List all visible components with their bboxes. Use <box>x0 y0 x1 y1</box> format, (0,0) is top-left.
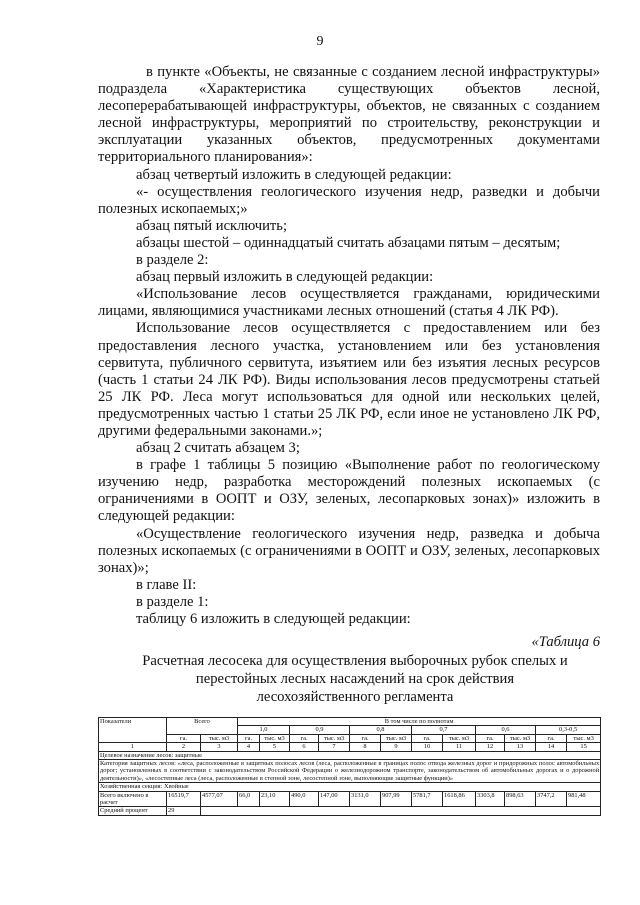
unit-thous-m3: тыс. м3 <box>505 734 536 742</box>
unit-thous-m3: тыс. м3 <box>567 734 601 742</box>
unit-ha: га. <box>412 734 443 742</box>
unit-ha: га. <box>238 734 260 742</box>
unit-ha: га. <box>290 734 319 742</box>
total-value: 3303,8 <box>476 791 505 807</box>
total-value: 981,48 <box>567 791 601 807</box>
unit-ha: га. <box>350 734 381 742</box>
purpose-row: Целевое назначение лесов: защитные <box>99 751 601 759</box>
unit-thous-m3: тыс. м3 <box>381 734 412 742</box>
column-number: 3 <box>201 743 238 751</box>
unit-thous-m3: тыс. м3 <box>201 734 238 742</box>
column-number: 11 <box>443 743 476 751</box>
unit-thous-m3: тыс. м3 <box>260 734 290 742</box>
unit-ha: га. <box>167 734 201 742</box>
density-header: 0,7 <box>412 726 476 734</box>
table-title: Расчетная лесосека для осуществления выборочных рубок спелых и перестойных лесных насаждений на срок действия лесохозяйственного регламента <box>142 653 568 705</box>
header-total: Всего <box>167 718 238 735</box>
table-label: «Таблица 6 <box>531 634 600 650</box>
avg-row-empty <box>201 807 601 815</box>
total-value: 4577,07 <box>201 791 238 807</box>
column-number: 6 <box>290 743 319 751</box>
paragraph: абзац первый изложить в следующей редакции: <box>136 269 434 286</box>
paragraph: в главе II: <box>136 576 197 593</box>
paragraph: таблицу 6 изложить в следующей редакции: <box>136 611 411 627</box>
paragraph: в разделе 2: <box>136 252 209 269</box>
density-header: 0,6 <box>476 726 536 734</box>
total-value: 147,00 <box>319 791 350 807</box>
category-row: Категория защитных лесов: «леса, расположенные в защитных полосах лесов (леса, расположенные в границах полос отвода железных дорог и придорожных полос автомобильных дорог; установленных в соответствии с законодательством Российской Федерации о железнодорожном транспорте, законодательством об автомобильных дорогах и о дорожной деятельности)», «лесостепные леса (леса, расположенные в степной зоне, лесостепной зоне, выполняющие защитные функции)» <box>100 760 600 782</box>
document-body <box>98 64 600 628</box>
column-number: 9 <box>381 743 412 751</box>
section-row: Хозяйственная секция: Хвойные <box>99 783 601 791</box>
density-header: 0,8 <box>350 726 412 734</box>
header-by-density: В том числе по полнотам <box>238 718 601 726</box>
total-row <box>99 791 601 807</box>
column-number: 1 <box>99 743 167 751</box>
density-header: 0,3-0,5 <box>536 726 601 734</box>
column-number: 7 <box>319 743 350 751</box>
column-number: 13 <box>505 743 536 751</box>
avg-row-value: 29 <box>167 807 201 815</box>
paragraph: абзац пятый исключить; <box>136 217 288 234</box>
density-header: 0,9 <box>290 726 350 734</box>
total-value: 490,0 <box>290 791 319 807</box>
header-indicators: Показатели <box>99 718 167 743</box>
unit-thous-m3: тыс. м3 <box>443 734 476 742</box>
paragraph: «Осуществление геологического изучения недр, разведка и добыча полезных ископаемых (с ограничениями в ООПТ и ОЗУ, зеленых, лесопарковых зонах)»; <box>98 525 600 576</box>
total-value: 16519,7 <box>167 791 201 807</box>
avg-row-label: Средний процент <box>99 807 167 815</box>
column-number-row <box>99 743 601 751</box>
total-value: 23,10 <box>260 791 290 807</box>
column-number: 4 <box>238 743 260 751</box>
forest-cut-table <box>98 717 601 816</box>
paragraph: в пункте «Объекты, не связанные с созданием лесной инфраструктуры» подраздела «Характеристика существующих объектов лесной, лесоперерабатывающей инфраструктуры, объектов, не связанных с созданием лесной инфраструктуры, мероприятий по строительству, реконструкции и эксплуатации указанных объектов, предусмотренных документами территориального планирования»: <box>98 64 600 166</box>
total-row-label: Всего включено в расчет <box>99 791 167 807</box>
paragraph: «- осуществления геологического изучения недр, разведки и добычи полезных ископаемых;» <box>98 183 600 217</box>
total-value: 907,99 <box>381 791 412 807</box>
paragraph: в разделе 1: <box>136 593 209 610</box>
paragraph: Использование лесов осуществляется с предоставлением или без предоставления лесного участка, установлением или без установления сервитута, публичного сервитута, изъятием или без изъятия лесных ресурсов (часть 1 статьи 24 ЛК РФ). Виды использования лесов предусмотрены статьей 25 ЛК РФ. Леса могут использоваться для одной или нескольких целей, предусмотренных частью 1 статьи 25 ЛК РФ, если иное не установлено ЛК РФ, другими федеральными законами.»; <box>98 320 600 439</box>
paragraph: абзац 2 считать абзацем 3; <box>136 440 300 457</box>
column-number: 10 <box>412 743 443 751</box>
paragraph: абзац четвертый изложить в следующей редакции: <box>136 166 452 183</box>
unit-thous-m3: тыс. м3 <box>319 734 350 742</box>
unit-ha: га. <box>476 734 505 742</box>
paragraph: абзацы шестой – одиннадцатый считать абзацами пятым – десятым; <box>136 234 561 251</box>
column-number: 14 <box>536 743 567 751</box>
density-header: 1,0 <box>238 726 290 734</box>
column-number: 15 <box>567 743 601 751</box>
total-value: 898,63 <box>505 791 536 807</box>
total-value: 3747,2 <box>536 791 567 807</box>
total-value: 66,0 <box>238 791 260 807</box>
total-value: 1618,86 <box>443 791 476 807</box>
total-value: 3131,0 <box>350 791 381 807</box>
paragraph: «Использование лесов осуществляется гражданами, юридическими лицами, являющимися участниками лесных отношений (статья 4 ЛК РФ). <box>98 286 600 320</box>
column-number: 5 <box>260 743 290 751</box>
page-number: 9 <box>316 34 324 49</box>
column-number: 2 <box>167 743 201 751</box>
unit-ha: га. <box>536 734 567 742</box>
column-number: 12 <box>476 743 505 751</box>
total-value: 5781,7 <box>412 791 443 807</box>
paragraph: в графе 1 таблицы 5 позицию «Выполнение работ по геологическому изучению недр, разработка месторождений полезных ископаемых (с ограничениями в ООПТ и ОЗУ, зеленых, лесопарковых зонах)» изложить в следующей редакции: <box>98 457 600 525</box>
table-container <box>98 717 600 816</box>
unit-row <box>99 734 601 742</box>
column-number: 8 <box>350 743 381 751</box>
